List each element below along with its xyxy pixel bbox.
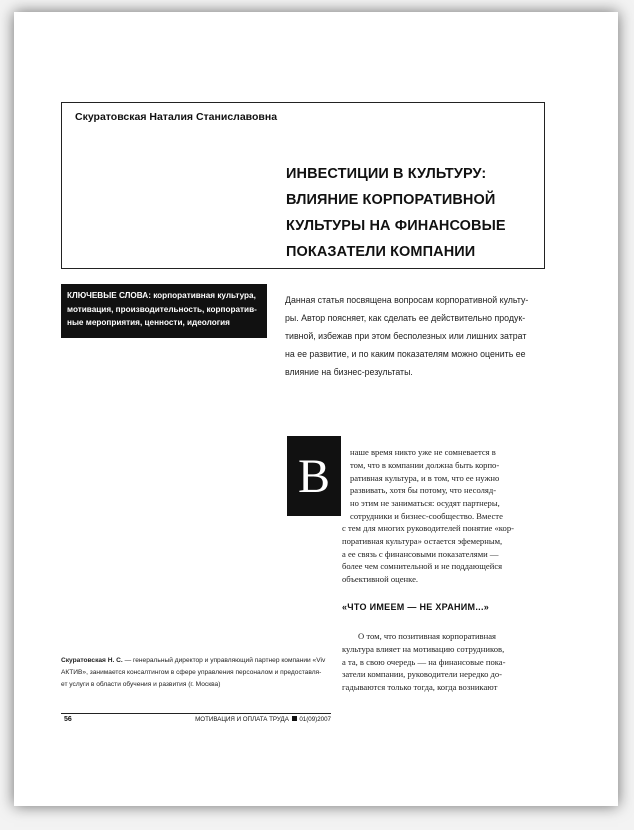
bio-line <box>61 655 331 667</box>
body-line: культура влияет на мотивацию сотрудников, <box>342 643 505 654</box>
footer-rule <box>61 713 331 714</box>
body-line: развивать, хотя бы потому, что несоляд- <box>350 485 497 496</box>
keywords-line: КЛЮЧЕВЫЕ СЛОВА: корпоративная культура, <box>67 291 256 300</box>
section-paragraph <box>342 630 556 694</box>
abstract-line: на ее развитие, и по каким показателям можно оценить ее <box>285 349 526 359</box>
title-line: ВЛИЯНИЕ КОРПОРАТИВНОЙ <box>286 192 496 208</box>
body-line: ративная культура, и в том, что ее нужно <box>350 472 500 483</box>
body-line: а та, в свою очередь — на финансовые пока- <box>342 656 506 667</box>
body-line: с тем для многих руководителей понятие «кор- <box>342 523 514 533</box>
intro-paragraph-bottom <box>342 522 556 586</box>
body-line: том, что в компании должна быть корпо- <box>350 459 500 470</box>
bio-name: Скуратовская Н. С. <box>61 657 123 664</box>
article-title <box>286 161 526 265</box>
body-line: затели компании, руководители нередко до- <box>342 669 503 680</box>
body-line: сотрудники и бизнес-сообщество. Вместе <box>350 510 503 521</box>
body-line: поративная культура» остается эфемерным, <box>342 535 503 546</box>
body-line: гадываются только тогда, когда возникают <box>342 682 498 693</box>
journal-name: МОТИВАЦИЯ И ОПЛАТА ТРУДА <box>195 716 289 723</box>
author-bio <box>61 655 331 692</box>
square-bullet-icon <box>292 716 297 721</box>
keywords-box <box>61 284 267 338</box>
bio-line: ет услуги в области обучения и развития (г. Москва) <box>61 681 221 689</box>
abstract-line: тивной, избежав при этом бесполезных или лишних затрат <box>285 331 527 341</box>
issue-number: 01(09)2007 <box>299 716 331 723</box>
title-line: ИНВЕСТИЦИИ В КУЛЬТУРУ: <box>286 166 487 182</box>
keywords-line: ные мероприятия, ценности, идеология <box>67 318 230 328</box>
page-number: 56 <box>64 716 72 723</box>
bio-text: — генеральный директор и управляющий партнер компании «Viv <box>122 657 326 664</box>
abstract-line: Данная статья посвящена вопросам корпоративной культу- <box>285 295 529 305</box>
bio-line: АКТИВ», занимается консалтингом в сфере управления персоналом и предоставля- <box>61 669 322 677</box>
intro-paragraph-top <box>350 446 555 523</box>
section-heading: «ЧТО ИМЕЕМ — НЕ ХРАНИМ...» <box>342 602 490 612</box>
body-line: объективной оценке. <box>342 574 419 585</box>
keywords-line: мотивация, производительность, корпоратив- <box>67 304 257 314</box>
title-line: ПОКАЗАТЕЛИ КОМПАНИИ <box>286 244 476 260</box>
abstract-line: влияние на бизнес-результаты. <box>285 367 413 377</box>
title-line: КУЛЬТУРЫ НА ФИНАНСОВЫЕ <box>286 218 506 234</box>
body-line: О том, что позитивная корпоративная <box>358 631 496 641</box>
body-line: а ее связь с финансовыми показателями — <box>342 548 499 559</box>
author-name: Скуратовская Наталия Станиславовна <box>75 111 278 123</box>
body-line: более чем сомнительной и не поддающейся <box>342 561 503 572</box>
abstract-line: ры. Автор поясняет, как сделать ее действительно продук- <box>285 313 526 323</box>
drop-cap: В <box>287 436 341 516</box>
abstract <box>285 291 555 381</box>
body-line: но этим не заниматься: осудят партнеры, <box>350 498 500 509</box>
journal-footer <box>186 716 331 723</box>
body-line: наше время никто уже не сомневается в <box>350 447 496 457</box>
